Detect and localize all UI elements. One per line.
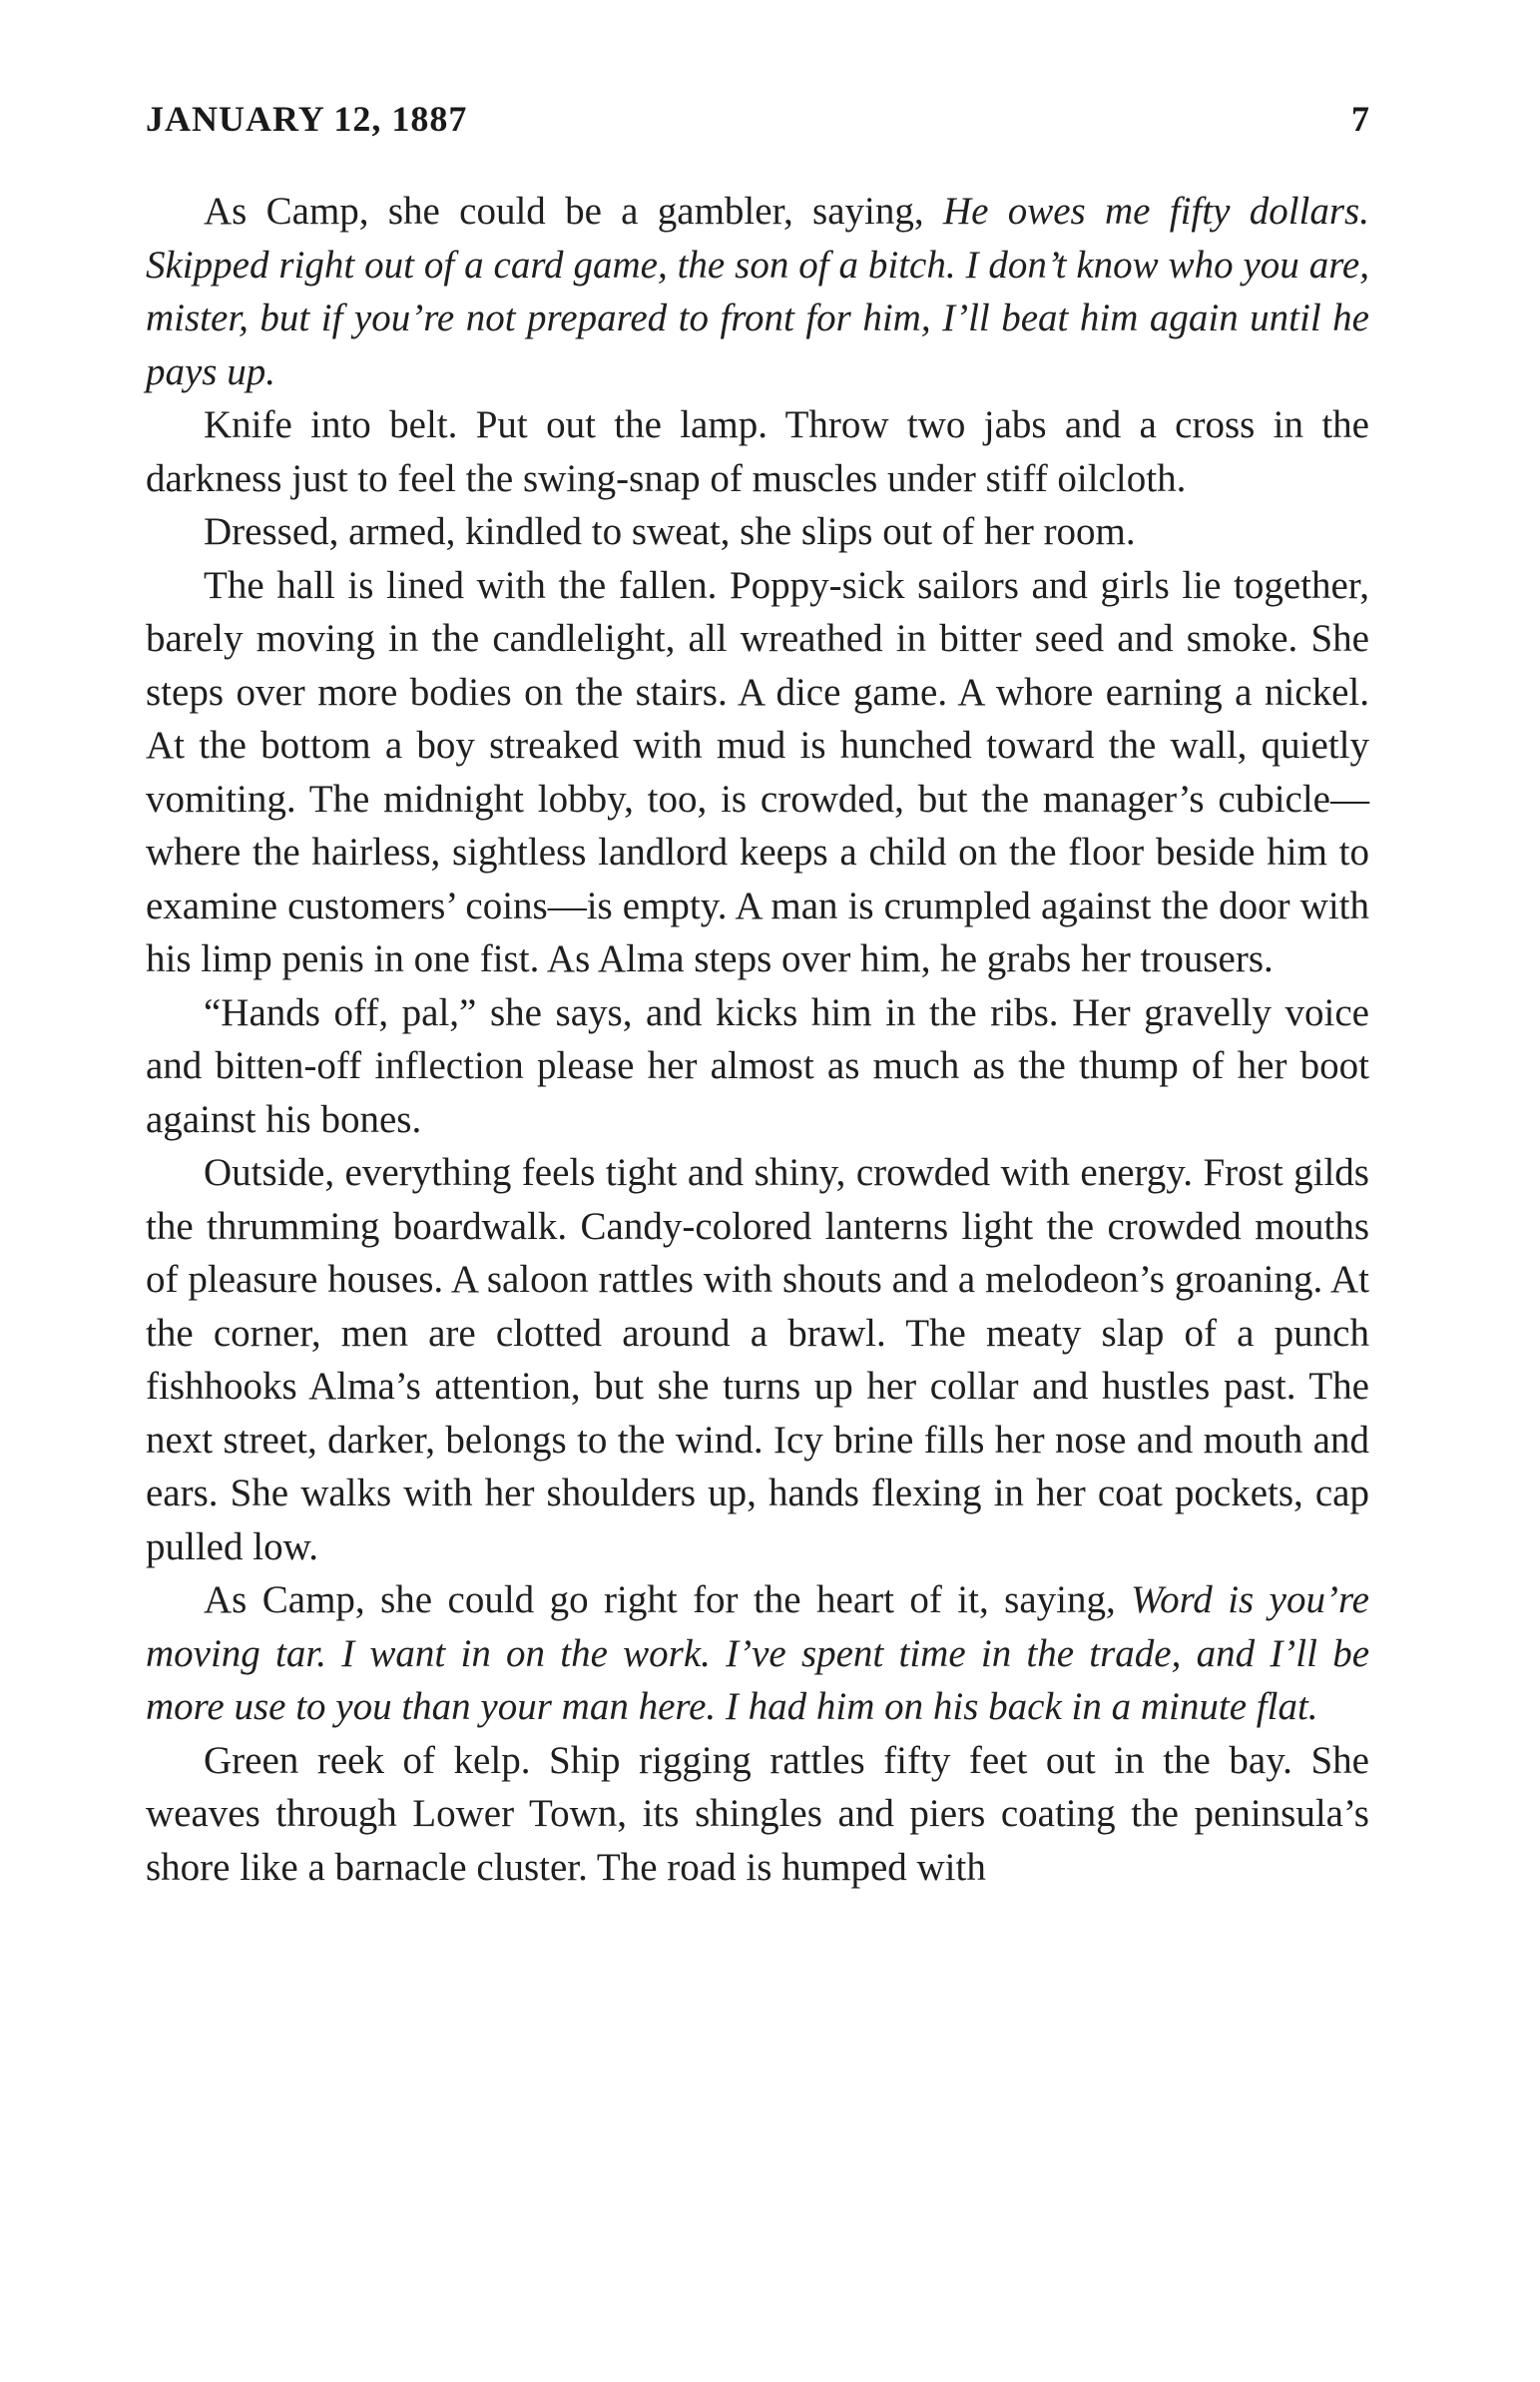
text-segment: Outside, everything feels tight and shiny, crowded with energy. Frost gilds the thrumming boardwalk. Candy-colored lanterns light the crowded mouths of pleasure houses. A saloon rattles with shouts and a melodeon’s groaning. At the corner, men are clotted around a brawl. The meaty slap of a punch fishhooks Alma’s attention, but she turns up her collar and hustles past. The next street, darker, belongs to the wind. Icy brine fills her nose and mouth and ears. She walks with her shoulders up, hands flexing in her coat pockets, cap pulled low. (146, 1151, 1369, 1568)
paragraph (146, 505, 1369, 559)
page-number: 7 (1351, 99, 1369, 139)
running-head (146, 98, 1369, 150)
paragraph (146, 986, 1369, 1147)
paragraph (146, 185, 1369, 398)
text-segment: “Hands off, pal,” she says, and kicks him in the ribs. Her gravelly voice and bitten-off inflection please her almost as much as the thump of her boot against his bones. (146, 990, 1369, 1141)
text-segment: Green reek of kelp. Ship rigging rattles fifty feet out in the bay. She weaves through Lower Town, its shingles and piers coating the peninsula’s shore like a barnacle cluster. The road is humped with (146, 1738, 1369, 1889)
running-title: JANUARY 12, 1887 (146, 99, 468, 139)
text-segment: The hall is lined with the fallen. Poppy-sick sailors and girls lie together, barely moving in the candlelight, all wreathed in bitter seed and smoke. She steps over more bodies on the stairs. A dice game. A whore earning a nickel. At the bottom a boy streaked with mud is hunched toward the wall, quietly vomiting. The midnight lobby, too, is crowded, but the manager’s cubicle—where the hairless, sightless landlord keeps a child on the floor beside him to examine customers’ coins—is empty. A man is crumpled against the door with his limp penis in one fist. As Alma steps over him, he grabs her trousers. (146, 563, 1369, 980)
italic-text-segment: Word is you’re moving tar. I want in on the work. I’ve spent time in the trade, and I’ll be more use to you than your man here. I had him on his back in a minute flat. (146, 1578, 1369, 1728)
paragraph (146, 398, 1369, 505)
paragraph (146, 559, 1369, 986)
paragraph (146, 1734, 1369, 1895)
italic-text-segment: He owes me fifty dollars. Skipped right out of a card game, the son of a bitch. I don’t know who you are, mister, but if you’re not prepared to front for him, I’ll beat him again until he pays up. (146, 190, 1369, 393)
paragraph (146, 1573, 1369, 1734)
text-segment: As Camp, she could go right for the heart of it, saying, (204, 1578, 1132, 1621)
body-text (146, 185, 1369, 1894)
text-segment: Knife into belt. Put out the lamp. Throw two jabs and a cross in the darkness just to feel the swing-snap of muscles under stiff oilcloth. (146, 403, 1369, 500)
text-segment: As Camp, she could be a gambler, saying, (204, 190, 943, 233)
paragraph (146, 1146, 1369, 1573)
text-segment: Dressed, armed, kindled to sweat, she slips out of her room. (204, 510, 1136, 553)
